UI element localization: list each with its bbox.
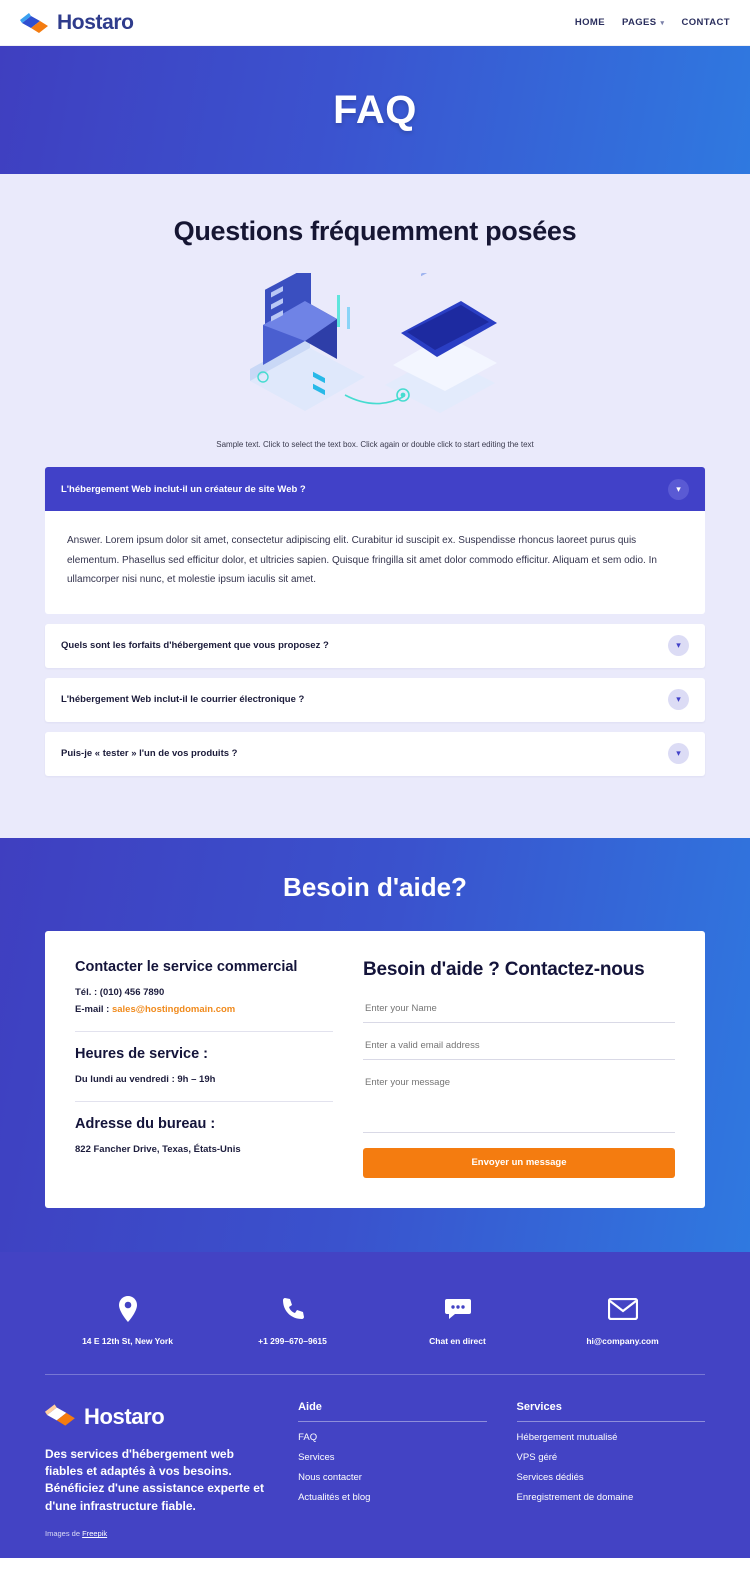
envelope-icon bbox=[540, 1292, 705, 1326]
footer-link-vps[interactable]: VPS géré bbox=[516, 1451, 558, 1463]
footer-chat-label: Chat en direct bbox=[429, 1335, 486, 1346]
contact-card bbox=[45, 931, 705, 1208]
faq-item-2 bbox=[45, 624, 705, 668]
footer-link-faq[interactable]: FAQ bbox=[298, 1431, 318, 1443]
site-footer bbox=[0, 1252, 750, 1559]
chevron-down-icon[interactable]: ▾ bbox=[668, 743, 689, 764]
hero-banner bbox=[0, 46, 750, 174]
footer-contact-email[interactable] bbox=[540, 1292, 705, 1346]
image-credit bbox=[45, 1529, 705, 1538]
nav-item-contact[interactable] bbox=[681, 17, 730, 28]
faq-section bbox=[0, 174, 750, 838]
faq-section-title: Questions fréquemment posées bbox=[173, 216, 577, 246]
image-credit-prefix: Images de bbox=[45, 1529, 83, 1539]
faq-item-1-header[interactable] bbox=[45, 467, 705, 511]
address-heading: Adresse du bureau : bbox=[75, 1115, 216, 1132]
footer-contact-address[interactable] bbox=[45, 1292, 210, 1346]
faq-item-3-question: L'hébergement Web inclut-il le courrier électronique ? bbox=[61, 694, 305, 705]
form-title: Besoin d'aide ? Contactez-nous bbox=[363, 958, 645, 980]
faq-item-1-body bbox=[45, 511, 705, 614]
chevron-down-icon[interactable]: ▾ bbox=[668, 689, 689, 710]
footer-link-shared-hosting[interactable]: Hébergement mutualisé bbox=[516, 1431, 618, 1443]
email-label: E-mail : bbox=[75, 1003, 112, 1015]
help-section bbox=[0, 838, 750, 1252]
faq-list bbox=[45, 467, 705, 776]
name-field[interactable] bbox=[363, 995, 675, 1023]
hours-heading: Heures de service : bbox=[75, 1045, 208, 1062]
faq-item-3-header[interactable] bbox=[45, 678, 705, 722]
divider-2 bbox=[75, 1101, 333, 1102]
nav-item-home-label: HOME bbox=[574, 17, 605, 28]
footer-logo[interactable] bbox=[45, 1401, 268, 1434]
send-message-button[interactable]: Envoyer un message bbox=[363, 1148, 675, 1178]
footer-link-dedicated[interactable]: Services dédiés bbox=[516, 1471, 584, 1483]
footer-link-services[interactable]: Services bbox=[298, 1451, 335, 1463]
help-title: Besoin d'aide? bbox=[283, 871, 467, 902]
footer-contact-chat[interactable] bbox=[375, 1292, 540, 1346]
faq-item-1-question: L'hébergement Web inclut-il un créateur de site Web ? bbox=[61, 483, 306, 495]
footer-column-aide-title: Aide bbox=[298, 1401, 486, 1422]
nav-item-pages-label: PAGES bbox=[621, 17, 657, 28]
faq-item-4-header[interactable] bbox=[45, 732, 705, 776]
phone-line: Tél. : (010) 456 7890 bbox=[75, 986, 165, 998]
message-field[interactable] bbox=[363, 1069, 675, 1133]
sales-heading: Contacter le service commercial bbox=[75, 958, 298, 975]
footer-contact-phone[interactable] bbox=[210, 1292, 375, 1346]
footer-link-domain[interactable]: Enregistrement de domaine bbox=[516, 1491, 634, 1503]
footer-email-label: hi@company.com bbox=[586, 1335, 659, 1346]
freepik-link[interactable]: Freepik bbox=[82, 1529, 108, 1539]
email-field[interactable] bbox=[363, 1032, 675, 1060]
contact-info bbox=[75, 959, 333, 1178]
faq-item-1 bbox=[45, 467, 705, 614]
footer-column-services bbox=[517, 1401, 705, 1516]
footer-phone-label: +1 299–670–9615 bbox=[258, 1335, 327, 1346]
nav-item-contact-label: CONTACT bbox=[681, 17, 730, 28]
footer-description: Des services d'hébergement web fiables et adaptés à vos besoins. Bénéficiez d'une assistance experte et d'une infrastructure fiable. bbox=[45, 1446, 264, 1513]
chevron-down-icon[interactable]: ▾ bbox=[668, 635, 689, 656]
footer-brand-block bbox=[45, 1401, 268, 1516]
footer-column-aide bbox=[298, 1401, 486, 1516]
hours-value: Du lundi au vendredi : 9h – 19h bbox=[75, 1073, 216, 1085]
address-value: 822 Fancher Drive, Texas, États-Unis bbox=[75, 1143, 241, 1155]
footer-link-news-blog[interactable]: Actualités et blog bbox=[298, 1491, 371, 1503]
illustration-caption: Sample text. Click to select the text box. Click again or double click to start editing the text bbox=[216, 440, 534, 449]
footer-brand-name: Hostaro bbox=[84, 1404, 165, 1429]
footer-column-services-title: Services bbox=[517, 1401, 705, 1422]
brand-name: Hostaro bbox=[57, 10, 134, 34]
page-title: FAQ bbox=[333, 87, 417, 132]
footer-link-contact[interactable]: Nous contacter bbox=[298, 1471, 362, 1483]
faq-item-1-answer: Answer. Lorem ipsum dolor sit amet, consectetur adipiscing elit. Curabitur id suscipit ex. Suspendisse rhoncus laoreet purus quis elementum. Phasellus sed efficitur dolor, et ultricies sapien. Quisque fringilla sit amet dolor commodo efficitur. Aliquam et sem odio. In ullamcorper nisi nunc, et molestie ipsum iaculis sit amet. bbox=[67, 535, 657, 585]
chat-bubble-icon bbox=[375, 1292, 540, 1326]
nav-item-pages[interactable] bbox=[622, 17, 664, 28]
site-header bbox=[0, 0, 750, 46]
faq-item-4-question: Puis-je « tester » l'un de vos produits ? bbox=[61, 748, 238, 759]
phone-icon bbox=[210, 1292, 375, 1326]
divider-1 bbox=[75, 1031, 333, 1032]
footer-address-label: 14 E 12th St, New York bbox=[82, 1335, 173, 1346]
main-nav bbox=[575, 17, 730, 28]
nav-item-home[interactable] bbox=[575, 17, 605, 28]
chevron-down-icon: ▾ bbox=[660, 19, 665, 27]
faq-item-2-header[interactable] bbox=[45, 624, 705, 668]
hostaro-logo-icon bbox=[45, 1401, 77, 1434]
chevron-down-icon[interactable]: ▾ bbox=[668, 479, 689, 500]
faq-item-2-question: Quels sont les forfaits d'hébergement que vous proposez ? bbox=[61, 640, 329, 651]
contact-form bbox=[359, 959, 675, 1178]
footer-divider bbox=[45, 1374, 705, 1375]
email-line bbox=[75, 1004, 333, 1015]
email-value[interactable]: sales@hostingdomain.com bbox=[111, 1003, 236, 1015]
faq-illustration bbox=[45, 273, 705, 428]
footer-columns bbox=[45, 1401, 705, 1516]
location-pin-icon bbox=[45, 1292, 210, 1326]
faq-item-3 bbox=[45, 678, 705, 722]
brand-logo[interactable] bbox=[20, 10, 134, 36]
hostaro-logo-icon bbox=[20, 10, 50, 36]
footer-contact-row bbox=[45, 1292, 705, 1346]
faq-item-4 bbox=[45, 732, 705, 776]
